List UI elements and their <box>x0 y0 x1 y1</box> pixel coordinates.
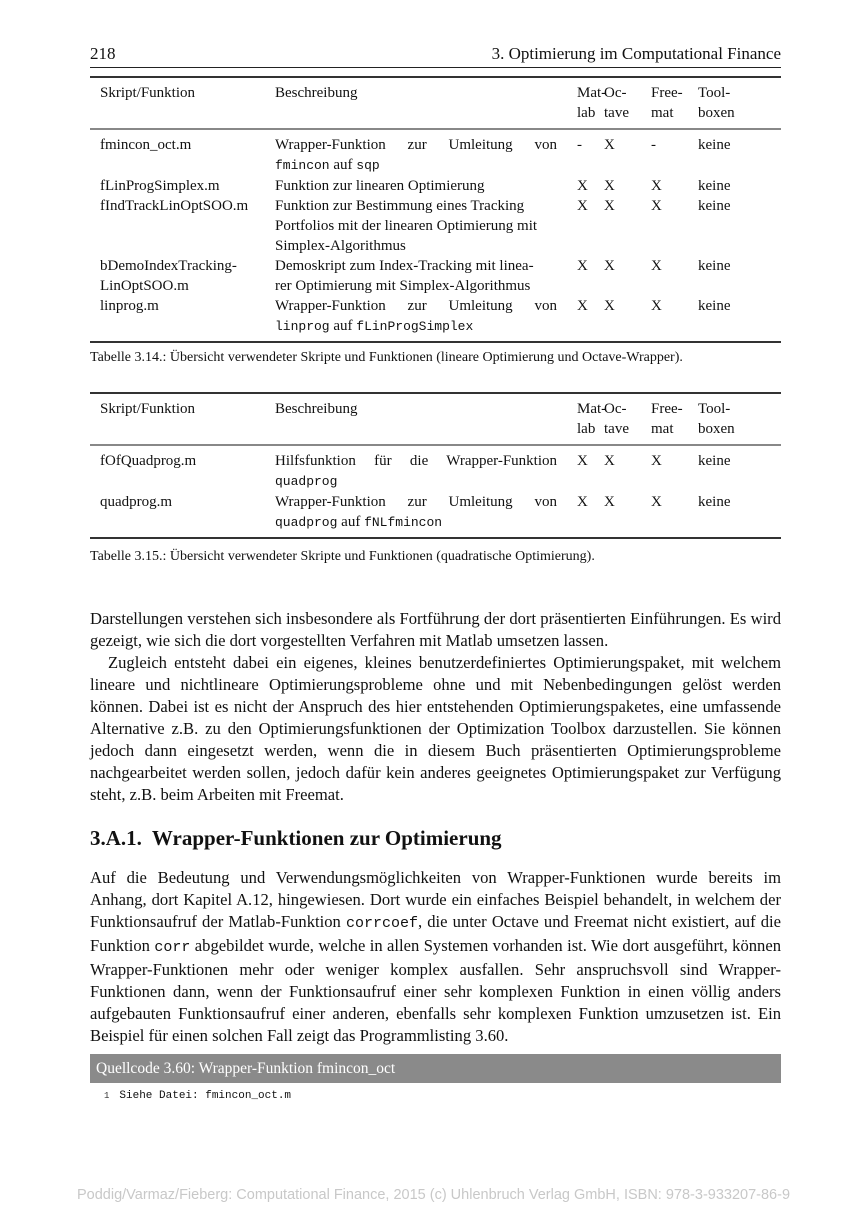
paragraph-text: Zugleich entsteht dabei ein eigenes, kleines benutzerdefiniertes Optimierungspaket, mit welchem lineare und nichtlineare Optimierungsprobleme ohne und mit Nebenbedingungen gelöst werden können. Dabei ist es nicht der Anspruch des hier entstehenden Optimierungspaketes, eine umfassende Alternative z.B. zu den Optimierungsfunktionen der Optimization Toolbox darzustellen. Sie können jedoch dann eingesetzt werden, wenn die in diesem Buch präsentierten Optimierungsprobleme nachgearbeitet werden sollen, jedoch dafür kein anderes geeignetes Optimierungspaket zur Verfügung steht, z.B. beim Arbeiten mit Freemat. <box>90 653 781 804</box>
table-row <box>90 256 781 296</box>
col-header-label: lab <box>577 421 596 437</box>
col-header-label: Free- <box>651 401 683 417</box>
listing-title-bar: Quellcode 3.60: Wrapper-Funktion fmincon_oct <box>90 1054 781 1083</box>
cell-name <box>90 256 275 296</box>
cell-octave: X <box>604 137 615 153</box>
cell-matlab: X <box>577 494 588 510</box>
cell-text: auf <box>329 318 357 334</box>
cell-freemat: X <box>651 258 662 274</box>
cell-description <box>275 176 557 196</box>
cell-text: Wrapper-Funktion zur Umleitung von <box>275 137 557 153</box>
col-header-label: boxen <box>698 421 735 437</box>
col-header-label: Skript/Funktion <box>100 85 196 101</box>
cell-text: Wrapper-Funktion zur Umleitung von <box>275 494 557 510</box>
cell-freemat: - <box>651 137 656 153</box>
cell-matlab: X <box>577 258 588 274</box>
table-bottom-rule <box>90 341 781 343</box>
col-header-label: boxen <box>698 105 735 121</box>
col-header-freemat <box>651 399 698 439</box>
inline-code: corr <box>154 939 191 956</box>
cell-toolboxen: keine <box>698 258 731 274</box>
col-header-label: mat <box>651 105 674 121</box>
cell-text: Demoskript zum Index-Tracking mit linea- <box>275 258 534 274</box>
cell-text: quadprog.m <box>100 494 173 510</box>
paragraph-wrapper-functions <box>90 867 781 1047</box>
cell-name <box>90 135 275 176</box>
cell-text: LinOptSOO.m <box>100 278 189 294</box>
cell-freemat: X <box>651 298 662 314</box>
table-3-14 <box>90 76 781 343</box>
table-row <box>90 296 781 337</box>
cell-description <box>275 196 557 256</box>
cell-freemat: X <box>651 453 662 469</box>
col-header-label: Skript/Funktion <box>100 401 196 417</box>
cell-text: Simplex-Algorithmus <box>275 238 406 254</box>
cell-description <box>275 296 557 337</box>
copyright-footer: Poddig/Varmaz/Fieberg: Computational Finance, 2015 (c) Uhlenbruch Verlag GmbH, ISBN: 978-3-933207-86-9 <box>76 1187 791 1203</box>
section-title: Wrapper-Funktionen zur Optimierung <box>151 826 502 850</box>
cell-toolboxen: keine <box>698 494 731 510</box>
col-header-octave <box>604 83 651 123</box>
cell-text: linprog.m <box>100 298 159 314</box>
cell-octave: X <box>604 494 615 510</box>
col-header-label: Beschreibung <box>275 85 358 101</box>
cell-toolboxen: keine <box>698 453 731 469</box>
col-header-label: Mat- <box>577 401 607 417</box>
code-text: fNLfmincon <box>364 515 443 530</box>
cell-name <box>90 296 275 337</box>
table-body <box>90 130 781 341</box>
table-body <box>90 446 781 537</box>
col-header-label: Mat- <box>577 85 607 101</box>
table-row <box>90 196 781 256</box>
cell-matlab: X <box>577 453 588 469</box>
col-header-skript <box>90 399 275 439</box>
cell-text: Wrapper-Funktion zur Umleitung von <box>275 298 557 314</box>
cell-text <box>275 155 557 176</box>
inline-code: corrcoef <box>345 915 418 932</box>
cell-text: auf <box>337 514 365 530</box>
cell-text: fOfQuadprog.m <box>100 453 197 469</box>
code-text: linprog <box>275 319 330 334</box>
col-header-matlab <box>557 83 607 123</box>
code-text: quadprog <box>275 474 338 489</box>
table-caption-3-14: Tabelle 3.14.: Übersicht verwendeter Skripte und Funktionen (lineare Optimierung und Octave-Wrapper). <box>90 350 683 365</box>
cell-matlab: X <box>577 198 588 214</box>
cell-toolboxen: keine <box>698 198 731 214</box>
col-header-label: lab <box>577 105 596 121</box>
cell-matlab: X <box>577 298 588 314</box>
col-header-label: Tool- <box>698 85 731 101</box>
col-header-matlab <box>557 399 607 439</box>
section-number: 3.A.1. <box>90 826 142 850</box>
cell-freemat: X <box>651 198 662 214</box>
paragraph-text: Auf die Bedeutung und Verwendungsmöglichkeiten von Wrapper-Funktionen wurde bereits im Anhang, dort Kapitel A.12, hingewiesen. Dort wurde ein einfaches Beispiel behandelt, in welchem der Funktionsaufruf der Matlab-Funktion <box>90 868 781 931</box>
cell-toolboxen: keine <box>698 137 731 153</box>
col-header-label: Tool- <box>698 401 731 417</box>
code-text: sqp <box>356 158 380 173</box>
header-rule <box>90 67 781 68</box>
paragraph-intro: Darstellungen verstehen sich insbesondere als Fortführung der dort präsentierten Einführungen. Es wird gezeigt, wie sich die dort vorgestellten Verfahren mit Matlab umsetzen lassen. <box>90 609 781 650</box>
code-text: fmincon <box>275 158 330 173</box>
line-number: 1 <box>104 1091 110 1101</box>
col-header-beschreibung <box>275 399 557 439</box>
cell-toolboxen: keine <box>698 298 731 314</box>
cell-freemat: X <box>651 178 662 194</box>
col-header-label: tave <box>604 421 629 437</box>
col-header-label: Beschreibung <box>275 401 358 417</box>
cell-matlab: - <box>577 137 582 153</box>
cell-octave: X <box>604 198 615 214</box>
code-text: Siehe Datei: fmincon_oct.m <box>119 1090 292 1102</box>
col-header-freemat <box>651 83 698 123</box>
cell-description <box>275 135 557 176</box>
table-row <box>90 492 781 533</box>
table-row <box>90 135 781 176</box>
table-3-15 <box>90 392 781 539</box>
cell-name <box>90 196 275 256</box>
running-title: 3. Optimierung im Computational Finance <box>491 44 781 63</box>
page-number: 218 <box>90 44 116 63</box>
table-row <box>90 176 781 196</box>
cell-name <box>90 451 275 492</box>
listing-code-line <box>104 1090 291 1102</box>
cell-text <box>275 316 557 337</box>
cell-text <box>275 512 557 533</box>
cell-text: auf <box>329 157 357 173</box>
col-header-octave <box>604 399 651 439</box>
cell-octave: X <box>604 258 615 274</box>
cell-text: Funktion zur Bestimmung eines Tracking <box>275 198 525 214</box>
col-header-label: Free- <box>651 85 683 101</box>
cell-text: Hilfsfunktion für die Wrapper-Funktion <box>275 453 557 469</box>
col-header-skript <box>90 83 275 123</box>
cell-text: fLinProgSimplex.m <box>100 178 220 194</box>
cell-name <box>90 492 275 533</box>
table-row <box>90 451 781 492</box>
code-text: fLinProgSimplex <box>356 319 474 334</box>
paragraph-text: abgebildet wurde, welche in allen Systemen vorhanden ist. Wie dort ausgeführt, können Wrapper-Funktionen mehr oder weniger komplex ausfallen. Sehr anspruchsvoll sind Wrapper-Funktionen dann, wenn der Funktionsaufruf einer sehr komplexen Funktion in einen völlig anders aufgebauten Funktionsaufruf einer anderen, ebenfalls sehr komplexen Funktion umzusetzen ist. Ein Beispiel für einen solchen Fall zeigt das Programmlisting 3.60. <box>90 936 782 1045</box>
paragraph-text: , die unter Octave und Freemat nicht existiert, auf die Funktion <box>90 912 781 955</box>
table-caption-3-15: Tabelle 3.15.: Übersicht verwendeter Skripte und Funktionen (quadratische Optimierung). <box>90 549 595 564</box>
cell-matlab: X <box>577 178 588 194</box>
section-heading <box>90 826 502 851</box>
cell-text: Funktion zur linearen Optimierung <box>275 178 485 194</box>
cell-text: Portfolios mit der linearen Optimierung mit <box>275 218 538 234</box>
cell-description <box>275 451 557 492</box>
col-header-toolboxen <box>698 83 761 123</box>
table-header-row <box>90 78 781 128</box>
col-header-toolboxen <box>698 399 761 439</box>
table-bottom-rule <box>90 537 781 539</box>
cell-octave: X <box>604 298 615 314</box>
table-header-row <box>90 394 781 444</box>
cell-toolboxen: keine <box>698 178 731 194</box>
col-header-label: tave <box>604 105 629 121</box>
cell-text: fmincon_oct.m <box>100 137 192 153</box>
cell-text: bDemoIndexTracking- <box>100 258 237 274</box>
cell-octave: X <box>604 453 615 469</box>
col-header-beschreibung <box>275 83 557 123</box>
cell-octave: X <box>604 178 615 194</box>
cell-text: fIndTrackLinOptSOO.m <box>100 198 249 214</box>
code-text: quadprog <box>275 515 338 530</box>
col-header-label: Oc- <box>604 401 627 417</box>
cell-text <box>275 471 557 492</box>
cell-description <box>275 256 557 296</box>
cell-name <box>90 176 275 196</box>
paragraph-optimization-package <box>90 652 781 806</box>
cell-text: rer Optimierung mit Simplex-Algorithmus <box>275 278 531 294</box>
cell-freemat: X <box>651 494 662 510</box>
col-header-label: mat <box>651 421 674 437</box>
cell-description <box>275 492 557 533</box>
col-header-label: Oc- <box>604 85 627 101</box>
